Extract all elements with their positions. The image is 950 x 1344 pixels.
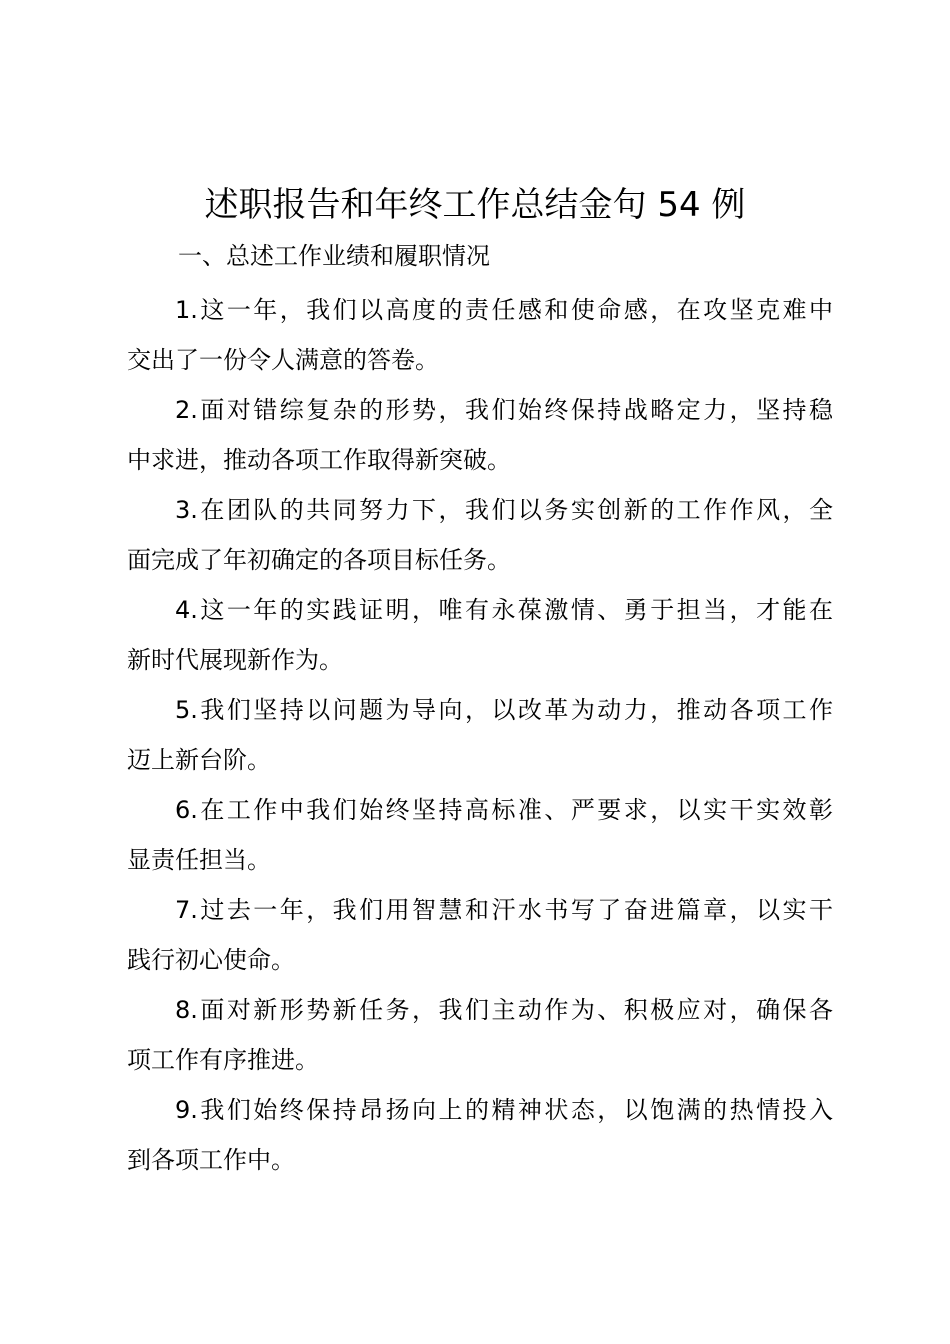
list-item <box>127 485 833 585</box>
item-line-1: 9.我们始终保持昂扬向上的精神状态，以饱满的热情投入 <box>175 1096 833 1124</box>
item-line-2: 显责任担当。 <box>127 846 271 874</box>
item-line-2: 践行初心使命。 <box>127 946 295 974</box>
item-line-2: 项工作有序推进。 <box>127 1046 319 1074</box>
item-line-1: 5.我们坚持以问题为导向，以改革为动力，推动各项工作 <box>175 696 833 724</box>
item-line-1: 1.这一年，我们以高度的责任感和使命感，在攻坚克难中 <box>175 296 833 324</box>
item-line-2: 到各项工作中。 <box>127 1146 295 1174</box>
item-line-1: 8.面对新形势新任务，我们主动作为、积极应对，确保各 <box>175 996 833 1024</box>
list-item <box>127 985 833 1085</box>
item-line-2: 迈上新台阶。 <box>127 746 271 774</box>
list-item <box>127 685 833 785</box>
item-line-1: 3.在团队的共同努力下，我们以务实创新的工作作风，全 <box>175 496 833 524</box>
item-list <box>127 285 833 1185</box>
item-line-1: 6.在工作中我们始终坚持高标准、严要求，以实干实效彰 <box>175 796 833 824</box>
list-item <box>127 785 833 885</box>
item-line-2: 中求进，推动各项工作取得新突破。 <box>127 446 511 474</box>
item-line-2: 交出了一份令人满意的答卷。 <box>127 346 439 374</box>
list-item <box>127 1085 833 1185</box>
item-line-2: 新时代展现新作为。 <box>127 646 343 674</box>
item-line-1: 4.这一年的实践证明，唯有永葆激情、勇于担当，才能在 <box>175 596 833 624</box>
item-line-2: 面完成了年初确定的各项目标任务。 <box>127 546 511 574</box>
item-line-1: 2.面对错综复杂的形势，我们始终保持战略定力，坚持稳 <box>175 396 833 424</box>
document-title: 述职报告和年终工作总结金句 54 例 <box>204 185 746 225</box>
list-item <box>127 385 833 485</box>
section-heading: 一、总述工作业绩和履职情况 <box>178 242 490 270</box>
list-item <box>127 885 833 985</box>
item-line-1: 7.过去一年，我们用智慧和汗水书写了奋进篇章，以实干 <box>175 896 833 924</box>
list-item <box>127 285 833 385</box>
list-item <box>127 585 833 685</box>
